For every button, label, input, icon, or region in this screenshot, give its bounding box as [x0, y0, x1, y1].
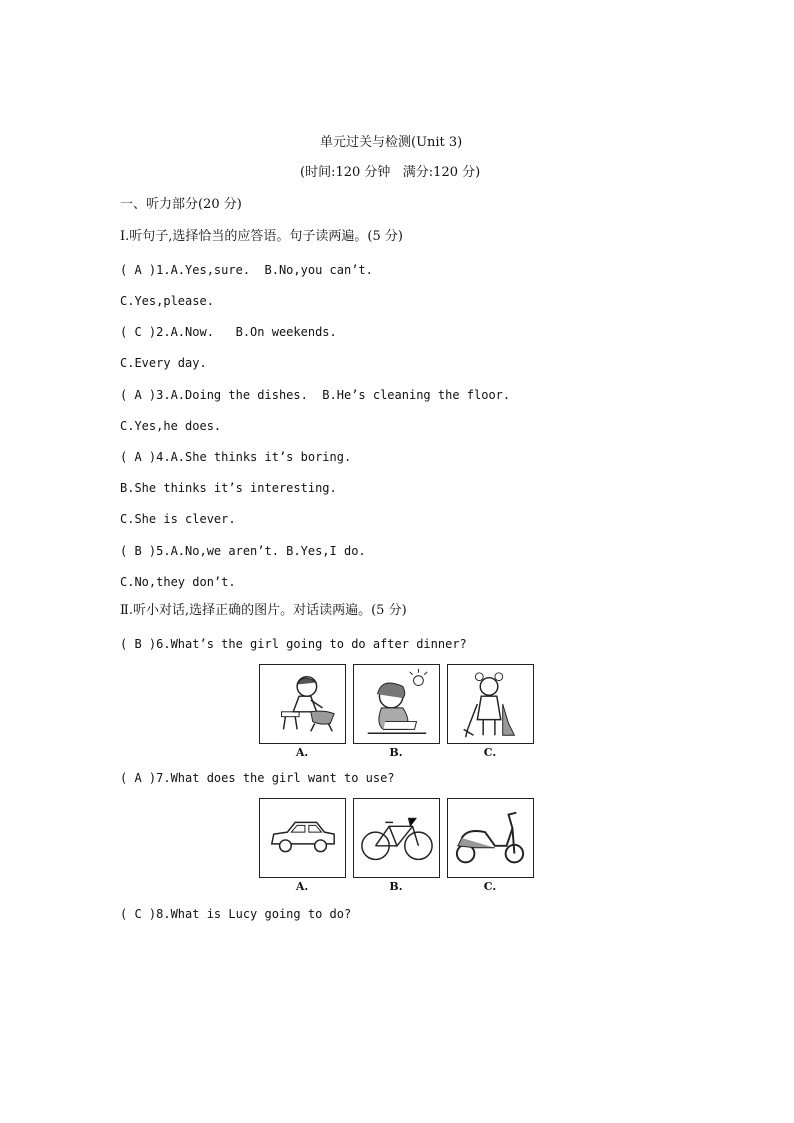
girl-doing-homework-icon — [354, 665, 439, 743]
option-label-a: A. — [295, 880, 309, 893]
section-heading: 一、听力部分(20 分) — [120, 197, 242, 212]
question-3: ( A )3.A.Doing the dishes. B.He’s cleaning the floor. — [120, 388, 511, 402]
question-7: ( A )7.What does the girl want to use? — [120, 771, 395, 785]
picture-option-a — [259, 664, 346, 744]
picture-option-c — [447, 664, 534, 744]
question-8: ( C )8.What is Lucy going to do? — [120, 907, 352, 921]
question-1-option-c: C.Yes,please. — [120, 294, 214, 308]
girl-washing-clothes-icon — [260, 665, 345, 743]
girl-sweeping-icon — [448, 665, 533, 743]
car-icon — [260, 799, 345, 877]
option-label-a: A. — [295, 746, 309, 759]
picture-option-b — [353, 798, 440, 878]
option-label-b: B. — [389, 880, 403, 893]
question-1: ( A )1.A.Yes,sure. B.No,you can’t. — [120, 263, 373, 277]
question-4-option-c: C.She is clever. — [120, 512, 236, 526]
option-label-c: C. — [483, 880, 497, 893]
picture-option-c — [447, 798, 534, 878]
question-5: ( B )5.A.No,we aren’t. B.Yes,I do. — [120, 544, 366, 558]
picture-option-a — [259, 798, 346, 878]
motorbike-icon — [448, 799, 533, 877]
page-title: 单元过关与检测(Unit 3) — [320, 135, 463, 150]
question-4-option-b: B.She thinks it’s interesting. — [120, 481, 337, 495]
option-label-b: B. — [389, 746, 403, 759]
bicycle-icon — [354, 799, 439, 877]
page-subtitle: (时间:120 分钟 满分:120 分) — [300, 165, 481, 180]
question-6: ( B )6.What’s the girl going to do after dinner? — [120, 637, 467, 651]
option-label-c: C. — [483, 746, 497, 759]
question-2: ( C )2.A.Now. B.On weekends. — [120, 325, 337, 339]
picture-option-b — [353, 664, 440, 744]
part2-heading: Ⅱ.听小对话,选择正确的图片。对话读两遍。(5 分) — [120, 603, 407, 618]
question-3-option-c: C.Yes,he does. — [120, 419, 222, 433]
question-5-option-c: C.No,they don’t. — [120, 575, 236, 589]
question-4: ( A )4.A.She thinks it’s boring. — [120, 450, 352, 464]
part1-heading: Ⅰ.听句子,选择恰当的应答语。句子读两遍。(5 分) — [120, 229, 403, 244]
question-2-option-c: C.Every day. — [120, 356, 207, 370]
